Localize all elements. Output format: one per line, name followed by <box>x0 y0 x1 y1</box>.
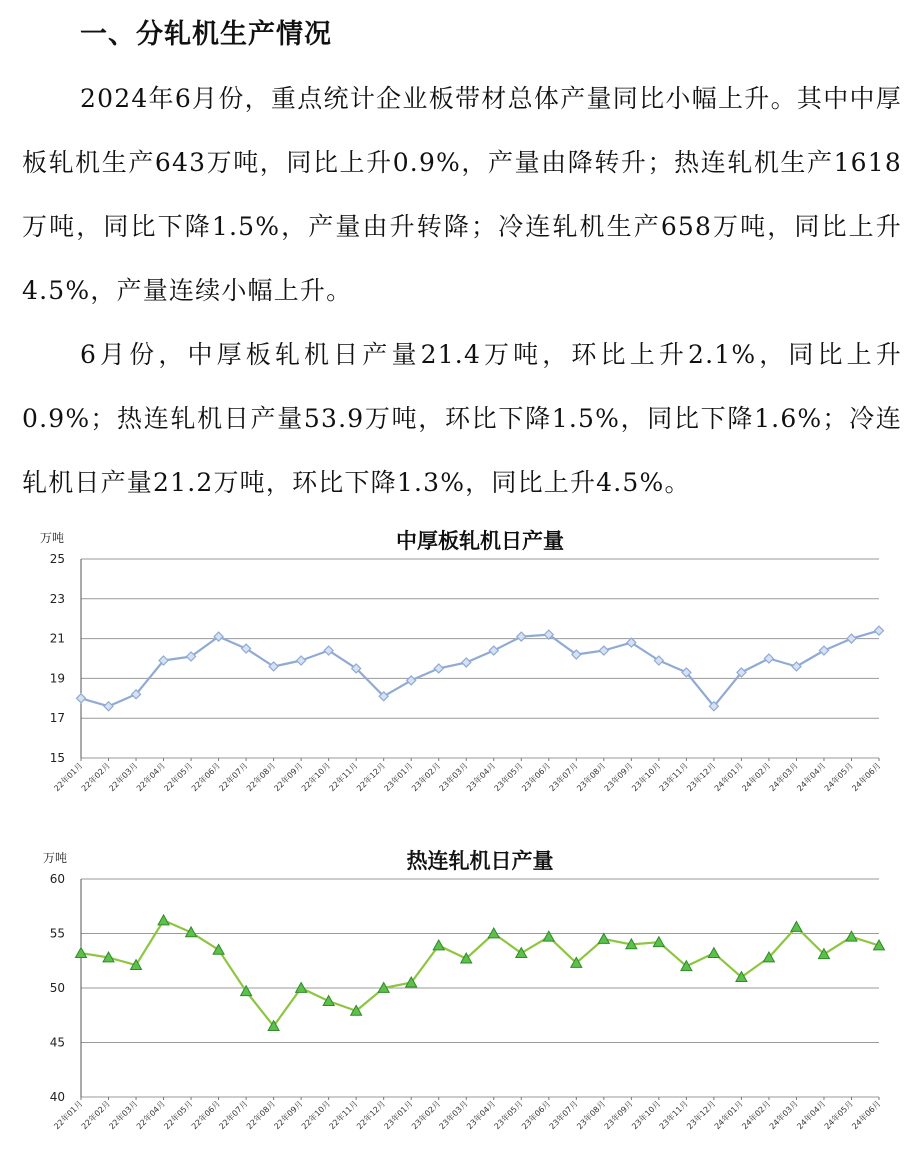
data-point <box>846 931 857 941</box>
x-tick-label: 22年10月 <box>299 1099 333 1132</box>
x-tick-label: 22年11月 <box>327 1099 360 1132</box>
data-point <box>323 996 334 1006</box>
series-line <box>81 631 879 707</box>
x-tick-label: 24年02月 <box>740 761 773 794</box>
x-tick-label: 23年07月 <box>547 761 580 794</box>
data-point <box>158 915 169 925</box>
x-tick-label: 23年02月 <box>410 1099 443 1132</box>
x-tick-label: 24年05月 <box>822 1099 855 1132</box>
chart-title: 中厚板轧机日产量 <box>396 529 564 553</box>
x-tick-label: 23年10月 <box>630 761 663 794</box>
data-point <box>213 944 224 954</box>
data-point <box>791 921 802 931</box>
x-tick-label: 22年03月 <box>107 761 140 794</box>
x-tick-label: 24年03月 <box>767 761 800 794</box>
hot-strip-mill-daily-output-chart <box>0 836 921 1157</box>
data-point <box>77 694 86 703</box>
data-point <box>434 664 443 673</box>
x-tick-label: 23年04月 <box>465 761 498 794</box>
x-tick-label: 22年07月 <box>217 761 250 794</box>
paragraph-1: 2024年6月份，重点统计企业板带材总体产量同比小幅上升。其中中厚板轧机生产643万吨，同比上升0.9%，产量由降转升；热连轧机生产1618万吨，同比下降1.5%，产量由升转降；冷连轧机生产658万吨，同比上升4.5%，产量连续小幅上升。 <box>22 84 902 305</box>
x-tick-label: 22年10月 <box>299 761 333 794</box>
x-tick-label: 22年03月 <box>107 1099 140 1132</box>
data-point <box>598 933 609 943</box>
data-point <box>488 928 499 938</box>
section-heading: 一、分轧机生产情况 <box>80 19 332 50</box>
x-tick-label: 23年12月 <box>685 761 718 794</box>
x-tick-label: 23年04月 <box>465 1099 498 1132</box>
x-tick-label: 23年12月 <box>685 1099 718 1132</box>
x-tick-label: 22年05月 <box>162 1099 195 1132</box>
x-tick-label: 22年05月 <box>162 761 195 794</box>
x-tick-label: 23年08月 <box>575 761 608 794</box>
chart-title: 热连轧机日产量 <box>406 849 554 873</box>
x-tick-label: 23年03月 <box>437 761 470 794</box>
y-tick-label: 21 <box>49 631 65 646</box>
data-point <box>76 948 87 958</box>
x-tick-label: 23年07月 <box>547 1099 580 1132</box>
y-tick-label: 15 <box>49 751 65 765</box>
x-tick-label: 22年02月 <box>79 1099 112 1132</box>
data-point <box>296 983 307 993</box>
paragraph-2: 6月份，中厚板轧机日产量21.4万吨，环比上升2.1%，同比上升0.9%；热连轧机日产量53.9万吨，环比下降1.5%，同比下降1.6%；冷连轧机日产量21.2万吨，环比下降1.3%，同比上升4.5%。 <box>22 340 902 497</box>
x-tick-label: 24年05月 <box>822 761 855 794</box>
y-axis-unit: 万吨 <box>40 531 65 545</box>
x-tick-label: 24年04月 <box>795 761 828 794</box>
x-tick-label: 22年12月 <box>355 761 388 794</box>
x-tick-label: 23年08月 <box>575 1099 608 1132</box>
data-point <box>792 662 801 671</box>
x-tick-label: 23年11月 <box>657 1099 690 1132</box>
x-tick-label: 24年03月 <box>767 1099 800 1132</box>
data-point <box>599 646 608 655</box>
x-tick-label: 23年05月 <box>492 1099 525 1132</box>
x-tick-label: 24年01月 <box>712 1099 745 1132</box>
x-tick-label: 22年06月 <box>189 761 223 794</box>
data-point <box>847 634 856 643</box>
x-tick-label: 23年05月 <box>492 761 525 794</box>
y-tick-label: 19 <box>49 671 65 686</box>
x-tick-label: 22年09月 <box>272 761 305 794</box>
y-tick-label: 45 <box>49 1035 65 1050</box>
x-tick-label: 22年01月 <box>52 1099 85 1132</box>
x-tick-label: 22年08月 <box>244 1099 278 1132</box>
data-point <box>462 658 471 667</box>
x-tick-label: 23年10月 <box>630 1099 663 1132</box>
y-axis-unit: 万吨 <box>43 851 68 865</box>
y-tick-label: 40 <box>49 1090 65 1104</box>
y-tick-label: 60 <box>49 872 65 886</box>
x-tick-label: 24年06月 <box>850 1099 883 1132</box>
x-tick-label: 23年06月 <box>520 1099 553 1132</box>
x-tick-label: 22年12月 <box>355 1099 388 1132</box>
x-tick-label: 22年09月 <box>272 1099 305 1132</box>
x-tick-label: 23年02月 <box>410 761 443 794</box>
data-point <box>764 654 773 663</box>
y-tick-label: 23 <box>49 591 65 606</box>
x-tick-label: 24年04月 <box>795 1099 828 1132</box>
data-point <box>819 646 828 655</box>
data-point <box>708 948 719 958</box>
x-tick-label: 22年08月 <box>244 761 278 794</box>
data-point <box>489 646 498 655</box>
data-point <box>517 632 526 641</box>
data-point <box>407 676 416 685</box>
x-tick-label: 23年09月 <box>602 1099 635 1132</box>
y-tick-label: 17 <box>49 711 65 726</box>
x-tick-label: 23年01月 <box>382 761 415 794</box>
x-tick-label: 24年02月 <box>740 1099 773 1132</box>
plate-mill-daily-output-chart <box>0 516 921 816</box>
x-tick-label: 22年04月 <box>134 761 167 794</box>
x-tick-label: 22年11月 <box>327 761 360 794</box>
x-tick-label: 23年09月 <box>602 761 635 794</box>
data-point <box>104 702 113 711</box>
data-point <box>875 626 884 635</box>
y-tick-label: 25 <box>49 552 65 566</box>
x-tick-label: 22年04月 <box>134 1099 167 1132</box>
x-tick-label: 22年02月 <box>79 761 112 794</box>
data-point <box>297 656 306 665</box>
x-tick-label: 24年01月 <box>712 761 745 794</box>
data-point <box>543 931 554 941</box>
series-line <box>81 920 879 1026</box>
x-tick-label: 23年01月 <box>382 1099 415 1132</box>
x-tick-label: 23年03月 <box>437 1099 470 1132</box>
x-tick-label: 24年06月 <box>850 761 883 794</box>
y-tick-label: 55 <box>49 926 65 941</box>
x-tick-label: 23年06月 <box>520 761 553 794</box>
x-tick-label: 22年06月 <box>189 1099 223 1132</box>
x-tick-label: 22年01月 <box>52 761 85 794</box>
data-point <box>433 940 444 950</box>
x-tick-label: 23年11月 <box>657 761 690 794</box>
x-tick-label: 22年07月 <box>217 1099 250 1132</box>
y-tick-label: 50 <box>49 981 65 995</box>
